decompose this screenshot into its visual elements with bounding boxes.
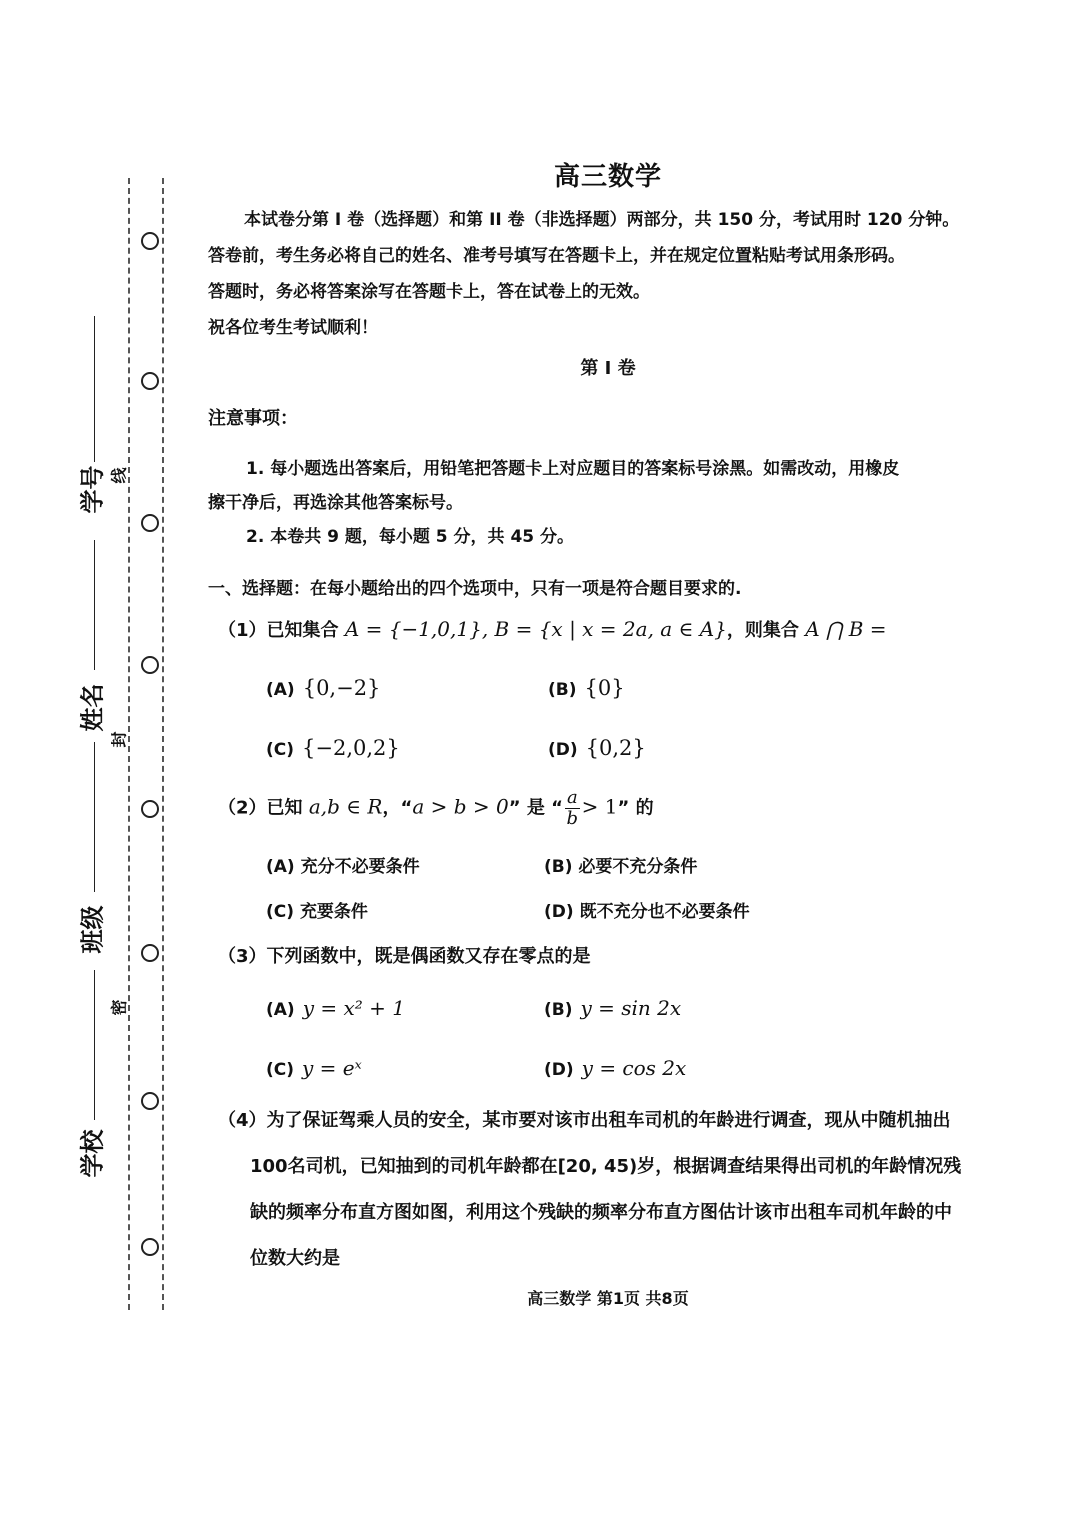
question-line: 位数大约是 [250,1248,340,1269]
option-label: (A) [266,680,295,700]
name-line[interactable] [94,540,95,670]
question-text: 下列函数中，既是偶函数又存在零点的是 [266,946,591,967]
q3-option-a[interactable] [266,996,405,1020]
school-label: 学校 [77,1129,107,1178]
q1-option-b[interactable] [548,676,625,700]
binding-hole-icon [141,1238,159,1256]
volume-heading: 第 I 卷 [580,358,636,379]
note-line: 擦干净后，再选涂其他答案标号。 [208,493,463,513]
question-math: > 1 [581,794,618,819]
seal-char-secret: 密 [109,999,129,1016]
option-label: (D) [544,902,574,922]
fraction-numerator: a [566,787,578,808]
q1-option-c[interactable] [266,736,400,760]
option-value: 充分不必要条件 [300,857,420,877]
option-value: y = sin 2x [580,996,682,1020]
question-line: 100名司机，已知抽到的司机年龄都在[20, 45)岁，根据调查结果得出司机的年龄情况残 [250,1156,962,1177]
intro-line: 答卷前，考生务必将自己的姓名、准考号填写在答题卡上，并在规定位置粘贴考试用条形码。 [208,246,905,266]
option-value: y = eˣ [302,1056,362,1080]
option-label: (D) [544,1060,574,1080]
question-text: ，则集合 [726,620,806,641]
notes-title: 注意事项： [208,408,298,429]
question-text: ” 的 [617,797,654,819]
exam-title: 高三数学 [553,162,662,192]
seal-char-line: 线 [109,467,129,484]
question-text: 已知集合 [266,620,345,641]
option-value: {0} [584,676,625,700]
q2-option-c[interactable] [266,897,368,922]
option-value: {0,−2} [302,676,381,700]
option-value: y = x² + 1 [302,996,405,1020]
binding-hole-icon [141,372,159,390]
name-label: 姓名 [77,683,107,732]
option-value: 既不充分也不必要条件 [579,902,750,922]
binding-hole-icon [141,232,159,250]
option-label: (B) [544,857,573,877]
question-2 [218,788,654,829]
binding-hole-icon [141,656,159,674]
question-text: 已知 [266,797,309,819]
question-line [218,1098,1008,1144]
q3-option-b[interactable] [544,996,681,1020]
question-math: a > b > 0 [412,794,509,819]
option-value: {0,2} [585,736,646,760]
option-label: (C) [266,902,295,922]
question-line: 缺的频率分布直方图如图，利用这个残缺的频率分布直方图估计该市出租车司机年龄的中 [250,1202,952,1223]
q1-option-a[interactable] [266,676,380,700]
question-text: 为了保证驾乘人员的安全，某市要对该市出租车司机的年龄进行调查，现从中随机抽出 [266,1110,951,1131]
seal-char-seal: 封 [109,731,129,748]
question-number: （1） [218,620,267,641]
option-label: (B) [548,680,577,700]
question-text: ，“ [382,797,413,819]
binding-hole-icon [141,514,159,532]
binding-dashed-line [162,178,164,1310]
note-line: 2. 本卷共 9 题，每小题 5 分，共 45 分。 [246,527,575,547]
option-value: y = cos 2x [581,1056,687,1080]
fraction-denominator: b [566,808,579,829]
class-label: 班级 [77,905,107,954]
option-value: 充要条件 [299,902,368,922]
q2-option-b[interactable] [544,852,697,877]
option-label: (C) [266,1060,295,1080]
question-3 [218,942,591,968]
exam-intro [208,202,1008,346]
question-4 [218,1098,1008,1282]
binding-margin [0,0,200,1528]
option-label: (B) [544,1000,573,1020]
page-footer: 高三数学 第1页 共8页 [527,1289,689,1308]
question-number: （2） [218,797,267,819]
question-math: A ⋂ B = [805,617,887,641]
notes-block [208,452,1008,554]
question-text: ” 是 “ [508,797,563,819]
section-heading: 一、选择题：在每小题给出的四个选项中，只有一项是符合题目要求的. [208,579,742,599]
student-id-label: 学号 [77,465,107,514]
intro-line: 本试卷分第 I 卷（选择题）和第 II 卷（非选择题）两部分，共 150 分，考试用时 120 分钟。 [244,210,960,230]
q3-option-d[interactable] [544,1056,686,1080]
question-math: a,b ∈ R [308,794,383,819]
question-number: （3） [218,946,267,967]
school-line[interactable] [94,970,95,1120]
note-line: 1. 每小题选出答案后，用铅笔把答题卡上对应题目的答案标号涂黑。如需改动，用橡皮 [246,459,900,479]
option-label: (D) [548,740,578,760]
binding-hole-icon [141,1092,159,1110]
question-1 [218,616,887,642]
intro-line: 祝各位考生考试顺利！ [208,318,378,338]
student-id-line[interactable] [94,316,95,462]
q1-option-d[interactable] [548,736,646,760]
option-label: (A) [266,1000,295,1020]
binding-hole-icon [141,800,159,818]
q2-option-d[interactable] [544,897,750,922]
fraction [565,788,580,829]
option-value: {−2,0,2} [302,736,400,760]
option-value: 必要不充分条件 [578,857,698,877]
binding-hole-icon [141,944,159,962]
question-number: （4） [218,1110,267,1131]
class-line[interactable] [94,742,95,892]
question-math: A = {−1,0,1}, B = {x | x = 2a, a ∈ A} [344,617,727,641]
q2-option-a[interactable] [266,852,420,877]
option-label: (A) [266,857,295,877]
q3-option-c[interactable] [266,1056,362,1080]
option-label: (C) [266,740,295,760]
intro-line: 答题时，务必将答案涂写在答题卡上，答在试卷上的无效。 [208,282,650,302]
